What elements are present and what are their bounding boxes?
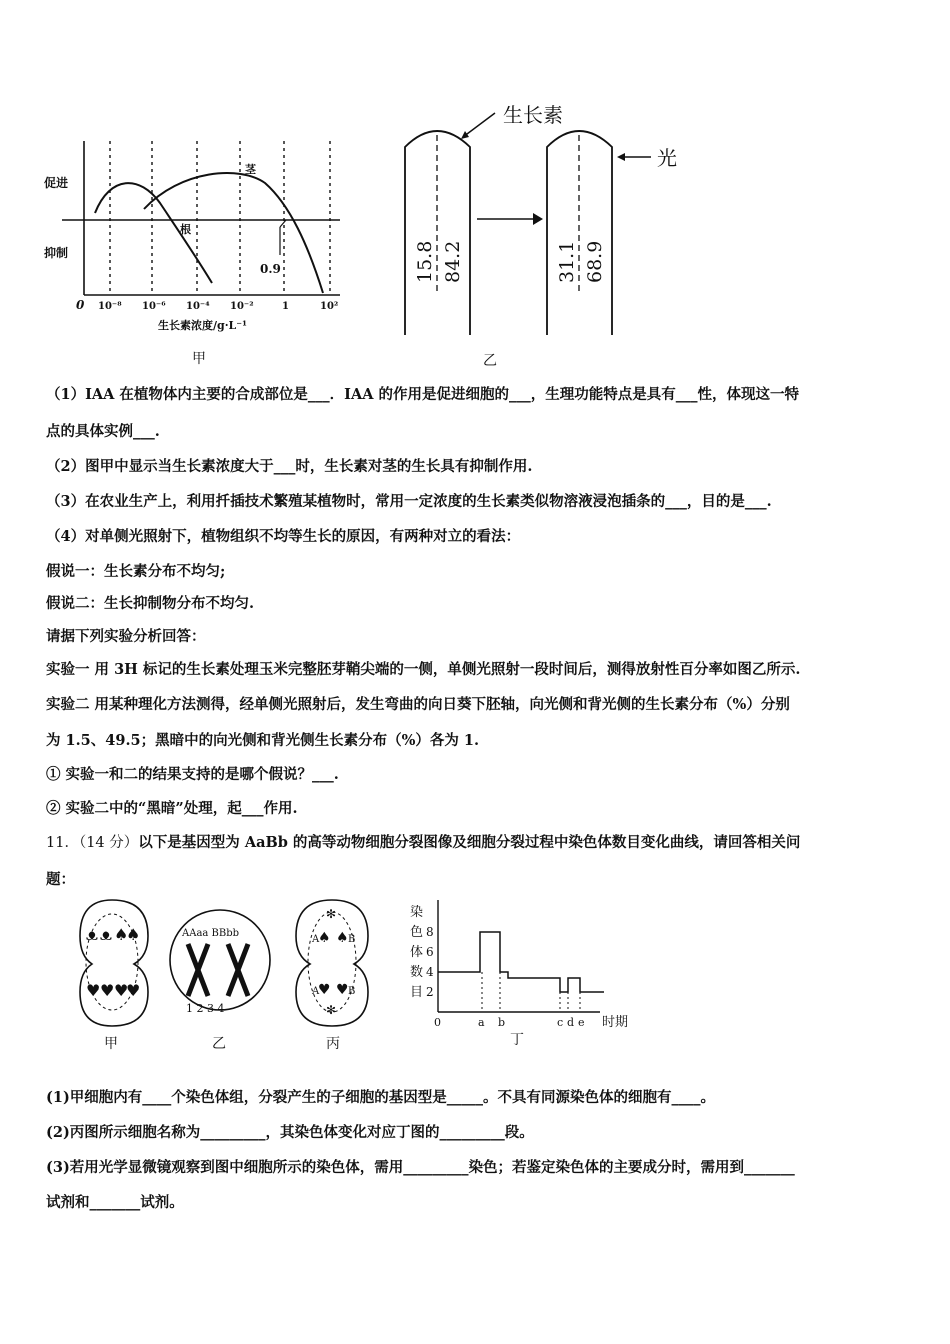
svg-text:d: d: [567, 1016, 575, 1029]
svg-text:ᴥ: ᴥ: [86, 925, 98, 944]
q10-line: （3）在农业生产上，利用扦插技术繁殖某植物时，常用一定浓度的生长素类似物溶液浸泡插条的___，目的是___.: [46, 493, 772, 510]
q10-line: （2）图甲中显示当生长素浓度大于___时，生长素对茎的生长具有抑制作用.: [46, 458, 533, 475]
svg-text:色: 色: [410, 925, 424, 940]
svg-text:♥: ♥: [126, 981, 141, 1000]
svg-text:6: 6: [426, 945, 434, 959]
svg-text:B: B: [348, 934, 356, 945]
q10-line: 实验一 用 3H 标记的生长素处理玉米完整胚芽鞘尖端的一侧，单侧光照射一段时间后，测得放射性百分率如图乙所示.: [46, 661, 801, 678]
value-left-after: 31.1: [556, 240, 578, 283]
svg-text:✻: ✻: [326, 1003, 337, 1017]
value-right-after: 68.9: [584, 240, 606, 283]
svg-text:体: 体: [410, 945, 424, 960]
caption-cell-bing: 丙: [326, 1036, 340, 1052]
value-right-before: 84.2: [442, 240, 464, 283]
dotted-guides: [110, 141, 330, 295]
svg-text:a: a: [478, 1016, 485, 1029]
q11-line: 试剂和_______试剂。: [46, 1194, 184, 1211]
cell-bing: [296, 900, 368, 1026]
caption-cell-jia: 甲: [104, 1036, 118, 1052]
q10-line: 为 1.5、49.5；黑暗中的向光侧和背光侧生长素分布（%）各为 1.: [46, 732, 480, 749]
caption-jia: 甲: [192, 351, 206, 367]
svg-text:♥: ♥: [318, 982, 331, 998]
svg-text:e: e: [578, 1016, 585, 1029]
q10-line: （1）IAA 在植物体内主要的合成部位是___．IAA 的作用是促进细胞的___，生理功能特点是具有___性，体现这一特: [46, 386, 799, 403]
q10-line: （4）对单侧光照射下，植物组织不均等生长的原因，有两种对立的看法：: [46, 528, 521, 545]
tick-label: 10⁻²: [230, 301, 254, 312]
curve-stem-label: 茎: [245, 163, 256, 176]
svg-text:A: A: [312, 934, 320, 945]
q11-stem-cont: 题：: [46, 871, 75, 888]
caption-cell-yi: 乙: [212, 1036, 226, 1052]
q11-line: (2)丙图所示细胞名称为_________，其染色体变化对应丁图的_________段。: [46, 1124, 534, 1141]
svg-text:1 2 3 4: 1 2 3 4: [186, 1002, 225, 1015]
q10-line: 假说二：生长抑制物分布不均匀.: [46, 595, 255, 612]
stem-curve: [144, 173, 323, 293]
tick-label: 1: [282, 301, 289, 312]
label-auxin: 生长素: [503, 103, 563, 127]
svg-text:B: B: [348, 986, 356, 997]
svg-text:4: 4: [426, 965, 434, 979]
q10-line: 假说一：生长素分布不均匀;: [46, 563, 226, 580]
tick-label: 10⁻⁸: [98, 301, 122, 312]
q11-stem: [46, 833, 916, 853]
svg-text:AAaa BBbb: AAaa BBbb: [182, 928, 240, 939]
coleoptile-after: [547, 131, 612, 335]
coleoptile-before: [405, 131, 470, 335]
tick-label: 10²: [320, 301, 339, 312]
caption-cell-ding: 丁: [510, 1032, 524, 1048]
caption-yi: 乙: [483, 353, 497, 369]
svg-text:0: 0: [434, 1016, 441, 1029]
mark-label: 0.9: [260, 262, 281, 276]
svg-text:8: 8: [426, 925, 434, 939]
q11-number: 11．（14 分）: [46, 835, 139, 851]
svg-text:♥: ♥: [100, 981, 115, 1000]
figure-jia: [40, 125, 350, 335]
svg-text:时期: 时期: [602, 1015, 629, 1030]
svg-text:c: c: [557, 1016, 564, 1029]
svg-text:目: 目: [410, 985, 424, 1000]
svg-text:♠: ♠: [336, 930, 349, 946]
q10-line: ② 实验二中的“黑暗”处理，起___作用.: [46, 800, 298, 817]
svg-text:✻: ✻: [326, 907, 337, 921]
svg-text:♥: ♥: [114, 981, 129, 1000]
arrow-head: [533, 213, 543, 225]
figure-yi: [395, 95, 695, 335]
svg-text:ᴥ: ᴥ: [100, 925, 112, 944]
q11-line: (3)若用光学显微镜观察到图中细胞所示的染色体，需用_________染色；若鉴定染色体的主要成分时，需用到_______: [46, 1159, 795, 1176]
label-light: 光: [657, 146, 677, 170]
tick-label: 10⁻⁴: [186, 301, 210, 312]
svg-text:染: 染: [410, 905, 424, 920]
q11-line: (1)甲细胞内有____个染色体组，分裂产生的子细胞的基因型是_____。不具有同源染色体的细胞有____。: [46, 1089, 716, 1106]
svg-text:♠: ♠: [318, 930, 331, 946]
cell-jia: [80, 900, 148, 1026]
tick-label: 10⁻⁶: [142, 301, 166, 312]
root-curve: [95, 183, 212, 283]
y-label-inhibit: 抑制: [44, 246, 69, 260]
svg-text:♠: ♠: [114, 925, 129, 944]
svg-text:A: A: [312, 986, 320, 997]
x-axis-label: 生长素浓度/g·L⁻¹: [158, 319, 247, 332]
origin-label: 0: [76, 298, 85, 312]
ding-curve: [438, 932, 604, 992]
chart-ding: [410, 900, 628, 1030]
svg-text:♠: ♠: [126, 925, 141, 944]
q10-line: 点的具体实例___.: [46, 423, 160, 440]
q10-line: 请据下列实验分析回答：: [46, 628, 206, 645]
svg-text:2: 2: [426, 985, 434, 999]
q10-line: ① 实验一和二的结果支持的是哪个假说？___.: [46, 766, 339, 783]
svg-text:♥: ♥: [336, 982, 349, 998]
mark-arrow: [280, 220, 286, 227]
value-left-before: 15.8: [414, 240, 436, 283]
auxin-pointer: [463, 113, 495, 137]
curve-root-label: 根: [180, 223, 191, 236]
q10-line: 实验二 用某种理化方法测得，经单侧光照射后，发生弯曲的向日葵下胚轴，向光侧和背光侧的生长素分布（%）分别: [46, 696, 790, 713]
cell-yi: [170, 910, 270, 1015]
y-label-promote: 促进: [44, 176, 69, 190]
svg-text:数: 数: [410, 965, 424, 980]
figure-cells: [60, 896, 660, 1056]
svg-text:b: b: [498, 1016, 506, 1029]
q11-stem-text: 以下是基因型为 AaBb 的高等动物细胞分裂图像及细胞分裂过程中染色体数目变化曲线，请回答相关问: [138, 834, 801, 851]
svg-text:♥: ♥: [86, 981, 101, 1000]
